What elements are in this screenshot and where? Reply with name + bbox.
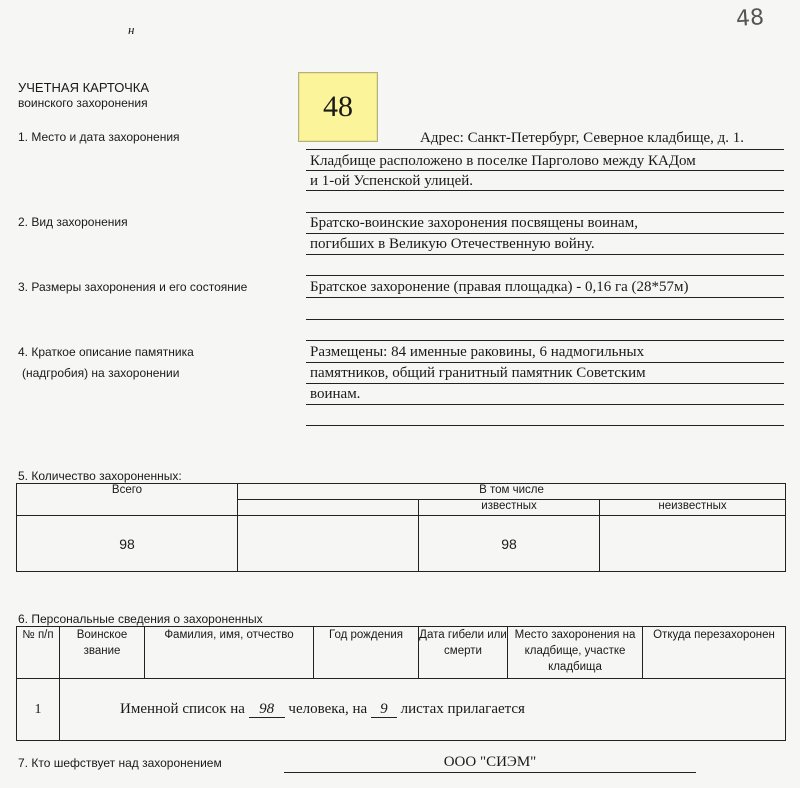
corner-mark: н [128,22,135,37]
field-4-rule-3 [306,404,784,405]
header-num: № п/п [17,627,60,679]
field-4-rule-1 [306,362,784,363]
list-count: 98 [249,701,285,718]
field-4-label-2: (надгробия) на захоронении [22,366,180,380]
patron-label: 7. Кто шефствует над захоронением [18,756,222,770]
unknown-value [600,516,786,572]
list-note [60,679,786,741]
personal-label: 6. Персональные сведения о захороненных [18,612,263,626]
header-name: Фамилия, имя, отчество [145,627,314,679]
field-4-rule-4 [306,425,784,426]
including-blank-header [238,500,419,516]
field-1-line-1: Адрес: Санкт-Петербург, Северное кладбище, д. 1. [420,130,745,146]
field-4-rule-0 [306,340,784,341]
field-4-rule-2 [306,383,784,384]
personal-table [16,626,786,741]
field-2-rule-2 [306,254,784,255]
list-text-2: человека, на [288,701,368,717]
total-value: 98 [17,516,238,572]
field-4-line-3: воинам. [310,386,361,402]
header-rank: Воинское звание [60,627,145,679]
field-4-line-1: Размещены: 84 именные раковины, 6 надмогильных [310,344,645,360]
total-header: Всего [17,484,238,516]
patron-value: ООО "СИЭМ" [443,754,537,770]
field-2-line-2: погибших в Великую Отечественную войну. [310,236,595,252]
list-text-1: Именной список на [120,701,245,717]
card-number-badge [298,72,378,142]
field-4-label-1: 4. Краткое описание памятника [18,345,194,359]
card-number: 48 [323,90,353,123]
patron-rule [284,772,696,773]
card-title: УЧЕТНАЯ КАРТОЧКА [18,80,150,95]
field-1-line-2: Кладбище расположено в поселке Парголово между КАДом [310,153,696,169]
card-subtitle: воинского захоронения [18,96,148,110]
list-text-3: листах прилагается [400,701,525,717]
list-sheets: 9 [371,701,397,718]
field-2-rule-0 [306,212,784,213]
field-3-rule-0 [306,275,784,276]
field-3-line-1: Братское захоронение (правая площадка) - 0,16 га (28*57м) [310,279,689,295]
field-2-label: 2. Вид захоронения [18,215,128,229]
header-place: Место захоронения на кладбище, участке кладбища [508,627,643,679]
field-4-line-2: памятников, общий гранитный памятник Советским [310,365,646,381]
field-1-rule-3 [306,190,784,191]
header-birth: Год рождения [314,627,419,679]
header-from: Откуда перезахоронен [643,627,786,679]
known-header: известных [419,500,600,516]
unknown-header: неизвестных [600,500,786,516]
field-3-rule-2 [306,319,784,320]
field-2-rule-1 [306,233,784,234]
row-num: 1 [17,679,60,741]
field-1-rule-1 [306,149,784,150]
field-1-rule-2 [306,170,784,171]
quantity-table [16,483,786,572]
quantity-label: 5. Количество захороненных: [18,469,182,483]
field-2-line-1: Братско-воинские захоронения посвящены воинам, [310,215,638,231]
header-death: Дата гибели или смерти [419,627,508,679]
field-1-line-3: и 1-ой Успенской улицей. [310,173,474,189]
field-3-rule-1 [306,297,784,298]
page-number-mark: 48 [735,5,765,32]
field-3-label: 3. Размеры захоронения и его состояние [18,280,248,294]
including-header: В том числе [238,484,786,500]
field-1-label: 1. Место и дата захоронения [18,130,180,144]
known-value: 98 [419,516,600,572]
including-blank-value [238,516,419,572]
